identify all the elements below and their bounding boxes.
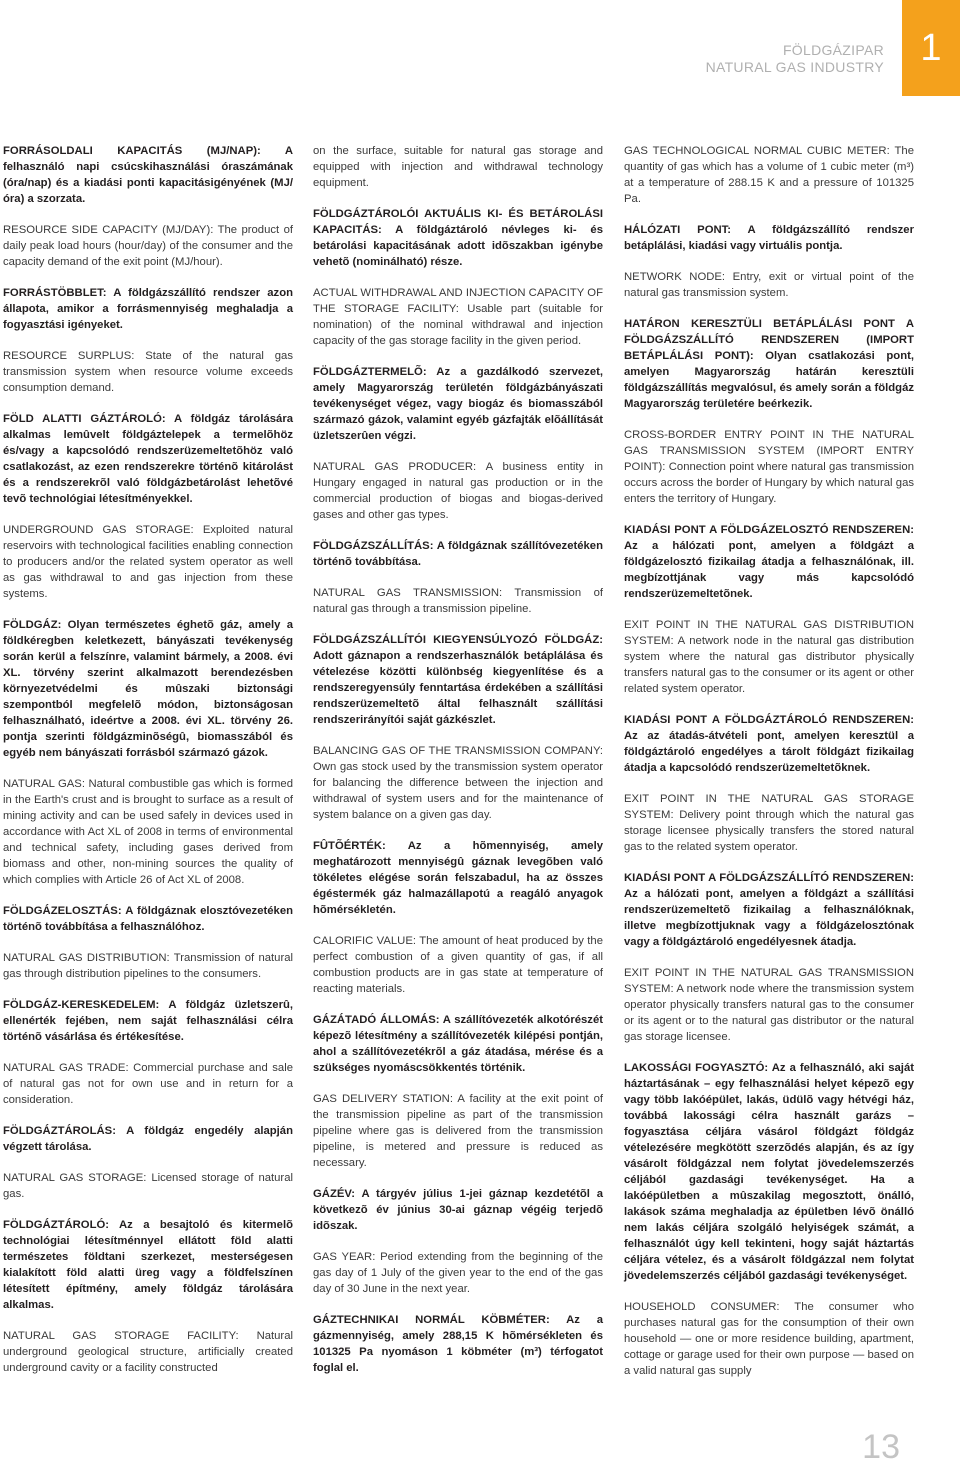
glossary-entry-en: NATURAL GAS STORAGE FACILITY: Natural underground geological structure, artificially created underground cavity or a facility constructed bbox=[3, 1330, 293, 1374]
glossary-entry-hu: FORRÁSTÖBBLET: A földgázszállító rendszer azon állapota, amikor a forrásmennyiség meghaladja a fogyasztási igényeket. bbox=[3, 287, 293, 331]
glossary-entry-hu: GÁZTECHNIKAI NORMÁL KÖBMÉTER: Az a gázmennyiség, amely 288,15 K hõmérsékleten és 101325 Pa nyomáson 1 köbméter (m³) térfogatot foglal el. bbox=[313, 1314, 603, 1374]
glossary-entry-hu: FÖLDGÁZELOSZTÁS: A földgáznak elosztóvezetéken történõ továbbítása a felhasználóhoz. bbox=[3, 905, 293, 933]
glossary-entry-en: ACTUAL WITHDRAWAL AND INJECTION CAPACITY OF THE STORAGE FACILITY: Usable part (suitable for nomination) of the nominal withdrawal and injection capacity of the gas storage facility in the given period. bbox=[313, 287, 603, 347]
glossary-entry-en: CROSS-BORDER ENTRY POINT IN THE NATURAL GAS TRANSMISSION SYSTEM (IMPORT ENTRY POINT): Connection point where natural gas transmission occurs across the border of Hungary by which natural gas enters the territory of Hungary. bbox=[624, 429, 914, 505]
text-column-3 bbox=[624, 143, 914, 1394]
glossary-entry-en: CALORIFIC VALUE: The amount of heat produced by the perfect combustion of a given quantity of gas, if all combustion products are in gas state at temperature of reacting materials. bbox=[313, 935, 603, 995]
glossary-entry-en: HOUSEHOLD CONSUMER: The consumer who purchases natural gas for the consumption of their own household — one or more residence building, apartment, cottage or garage used for their own purpose — based on a valid natural gas supply bbox=[624, 1301, 914, 1377]
glossary-entry-hu: FÖLDGÁZ-KERESKEDELEM: A földgáz üzletszerû, ellenérték fejében, nem saját felhasználási célra történõ vásárlása és értékesítése. bbox=[3, 999, 293, 1043]
page-header bbox=[706, 42, 884, 76]
glossary-entry-en: NETWORK NODE: Entry, exit or virtual point of the natural gas transmission system. bbox=[624, 271, 914, 299]
chapter-tab: 1 bbox=[902, 0, 960, 96]
glossary-entry-hu: FÖLDGÁZ: Olyan természetes éghetõ gáz, amely a földkéregben keletkezett, bányászati tevékenység során kerül a felszínre, valamint bármely, a 2008. évi XL. törvény szerint alkalmazott berendezésben környezetvédelmi és mûszaki biztonsági szempontból megfelelõ módon, biztonságosan felhasználható, ideértve a 2008. évi XL. törvény 26. pontja szerinti földgázminõségû, biomasszából és egyéb nem bányászati forrásból származó gázok. bbox=[3, 619, 293, 759]
glossary-entry-hu: FÖLDGÁZSZÁLLÍTÓI KIEGYENSÚLYOZÓ FÖLDGÁZ: Adott gáznapon a rendszerhasználók betáplálása és vételezése közötti különbség kiegyenlítése és a rendszeregyensúly fenntartása érdekében a szállítási rendszerüzemeltetõ által felhasznált szállítási rendszerirányítói saját gázkészlet. bbox=[313, 634, 603, 726]
glossary-entry-en: NATURAL GAS TRADE: Commercial purchase and sale of natural gas not for own use and in return for a consideration. bbox=[3, 1062, 293, 1106]
glossary-entry-hu: HATÁRON KERESZTÜLI BETÁPLÁLÁSI PONT A FÖLDGÁZSZÁLLÍTÓ RENDSZEREN (IMPORT BETÁPLÁLÁSI PONT): Olyan csatlakozási pont, amelyen Magyarország határán keresztüli földgázszállítás megvalósul, és amely során a földgáz Magyarország területére beérkezik. bbox=[624, 318, 914, 410]
glossary-entry-en: RESOURCE SIDE CAPACITY (MJ/DAY): The product of daily peak load hours (hour/day) of the consumer and the capacity demand of the exit point (MJ/hour). bbox=[3, 224, 293, 268]
section-title-en: NATURAL GAS INDUSTRY bbox=[705, 59, 884, 75]
page-number: 13 bbox=[862, 1428, 900, 1466]
glossary-entry-hu: FÖLDGÁZTERMELÕ: Az a gazdálkodó szervezet, amely Magyarország területén földgázbányászati tevékenységet végez, vagy biogáz és biomasszából származó gázok, valamint egyéb gázfajták elõállítását üzletszerûen végzi. bbox=[313, 366, 603, 442]
glossary-entry-en: GAS DELIVERY STATION: A facility at the exit point of the transmission pipeline as part of the transmission pipeline where gas is delivered from the transmission pipeline, is metered and pressure is reduced as necessary. bbox=[313, 1093, 603, 1169]
glossary-entry-en: RESOURCE SURPLUS: State of the natural gas transmission system when resource volume exceeds consumption demand. bbox=[3, 350, 293, 394]
glossary-entry-en: GAS TECHNOLOGICAL NORMAL CUBIC METER: The quantity of gas which has a volume of 1 cubic meter (m³) at a temperature of 288.15 K and a pressure of 101325 Pa. bbox=[624, 145, 914, 205]
glossary-entry-en: NATURAL GAS TRANSMISSION: Transmission of natural gas through a transmission pipeline. bbox=[313, 587, 603, 615]
glossary-entry-hu: FÛTÕÉRTÉK: Az a hõmennyiség, amely meghatározott mennyiségû gáznak levegõben való tökéletes elégése során felszabadul, ha az összes égéstermék gáz halmazállapotú a reagáló anyagok hõmérsékletén. bbox=[313, 840, 603, 916]
glossary-entry-hu: LAKOSSÁGI FOGYASZTÓ: Az a felhasználó, aki saját háztartásának – egy felhasználási helyet képezõ egy vagy több lakóépület, lakás, üdülõ vagy hétvégi ház, továbbá lakossági célra használt garázs – fogyasztása céljára vásárol földgázt földgáz vételezésére megkötött szerzõdés alapján, és az így vásárolt földgázzal nem folytat jövedelemszerzés céljából gazdasági tevékenységet. Ha a lakóépületben a mûszakilag megosztott, önálló, lakások száma meghaladja az épületben lévõ önálló nem lakás céljára szolgáló helyiségek számát, a felhasználót úgy kell tekinteni, hogy saját háztartás céljára vételez, és a vásárolt földgázzal nem folytat jövedelemszerzés céljából gazdasági tevékenységet. bbox=[624, 1062, 914, 1282]
glossary-entry-hu: GÁZÁTADÓ ÁLLOMÁS: A szállítóvezeték alkotórészét képezõ létesítmény a szállítóvezeték kilépési pontján, ahol a szállítóvezetékrõl a gáz átadása, mérése és a szükséges nyomáscsökkentés történik. bbox=[313, 1014, 603, 1074]
glossary-entry-hu: FÖLDGÁZTÁROLÁS: A földgáz engedély alapján végzett tárolása. bbox=[3, 1125, 293, 1153]
glossary-entry-en: NATURAL GAS: Natural combustible gas which is formed in the Earth's crust and is brought to surface as a result of mining activity and can be used safely in devices used in accordance with Act XL of 2008 in terms of environmental and technical safety, including gases derived from biomass and other, non-mining sources the quality of which complies with Article 26 of Act XL of 2008. bbox=[3, 778, 293, 886]
glossary-entry-en: NATURAL GAS STORAGE: Licensed storage of natural gas. bbox=[3, 1172, 293, 1200]
glossary-entry-en: EXIT POINT IN THE NATURAL GAS STORAGE SYSTEM: Delivery point through which the natural gas storage licensee physically transfers the stored natural gas to the related system operator. bbox=[624, 793, 914, 853]
text-column-2 bbox=[313, 143, 603, 1391]
glossary-entry-hu: GÁZÉV: A tárgyév július 1-jei gáznap kezdetétõl a következõ év június 30-ai gáznap végéig terjedõ idõszak. bbox=[313, 1188, 603, 1232]
glossary-entry-hu: KIADÁSI PONT A FÖLDGÁZTÁROLÓ RENDSZEREN: Az az átadás-átvételi pont, amelyen keresztül a földgáztároló engedélyes a tárolt földgázt fizikailag átadja a kapcsolódó rendszerüzemeltetõknek. bbox=[624, 714, 914, 774]
glossary-entry-en: on the surface, suitable for natural gas storage and equipped with injection and withdrawal technology equipment. bbox=[313, 145, 603, 189]
glossary-entry-hu: KIADÁSI PONT A FÖLDGÁZSZÁLLÍTÓ RENDSZEREN: Az a hálózati pont, amelyen a földgázt a szállítási rendszerüzemeltetõ fizikailag a felhasználóknak, illetve megbízottjuknak vagy a földgázelosztónak vagy a földgáztároló engedélyesnek átadja. bbox=[624, 872, 914, 948]
section-title-hu: FÖLDGÁZIPAR bbox=[782, 42, 884, 58]
glossary-entry-hu: FÖLDGÁZTÁROLÓ: Az a besajtoló és kitermelõ technológiai létesítménnyel ellátott föld alatti természetes földtani szerkezet, mesterségesen kialakított föld alatti üreg vagy a földfelszínen létesített építmény, amely földgáz tárolására alkalmas. bbox=[3, 1219, 293, 1311]
glossary-entry-hu: FORRÁSOLDALI KAPACITÁS (MJ/NAP): A felhasználó napi csúcskihasználási óraszámának (óra/nap) és a kiadási ponti kapacitásigényének (MJ/óra) a szorzata. bbox=[3, 145, 293, 205]
glossary-entry-en: GAS YEAR: Period extending from the beginning of the gas day of 1 July of the given year to the end of the gas day of 30 June in the next year. bbox=[313, 1251, 603, 1295]
text-column-1 bbox=[3, 143, 293, 1391]
glossary-entry-hu: KIADÁSI PONT A FÖLDGÁZELOSZTÓ RENDSZEREN: Az a hálózati pont, amelyen a földgázt a földgázelosztó fizikailag átadja a felhasználónak, ill. megbízottjának vagy más kapcsolódó rendszerüzemeltetõnek. bbox=[624, 524, 914, 600]
glossary-entry-en: EXIT POINT IN THE NATURAL GAS DISTRIBUTION SYSTEM: A network node in the natural gas distribution system where the natural gas distributor physically transfers natural gas to the consumer or its agent or other related system operator. bbox=[624, 619, 914, 695]
glossary-entry-en: NATURAL GAS DISTRIBUTION: Transmission of natural gas through distribution pipelines to the consumers. bbox=[3, 952, 293, 980]
glossary-entry-hu: HÁLÓZATI PONT: A földgázszállító rendszer betáplálási, kiadási vagy virtuális pontja. bbox=[624, 224, 914, 252]
glossary-entry-en: UNDERGROUND GAS STORAGE: Exploited natural reservoirs with technological facilities enabling connection to producers and/or the related system operator as well as gas withdrawal to and gas injection from these systems. bbox=[3, 524, 293, 600]
glossary-entry-en: NATURAL GAS PRODUCER: A business entity in Hungary engaged in natural gas production or in the commercial production of biogas and biogas-derived gases and other gas types. bbox=[313, 461, 603, 521]
glossary-entry-en: EXIT POINT IN THE NATURAL GAS TRANSMISSION SYSTEM: A network node where the transmission system operator physically transfers natural gas to the consumer or its agent or to the natural gas distributor or the natural gas storage licensee. bbox=[624, 967, 914, 1043]
glossary-entry-hu: FÖLDGÁZSZÁLLÍTÁS: A földgáznak szállítóvezetéken történõ továbbítása. bbox=[313, 540, 603, 568]
glossary-entry-hu: FÖLDGÁZTÁROLÓI AKTUÁLIS KI- ÉS BETÁROLÁSI KAPACITÁS: A földgáztároló névleges ki- és betárolási kapacitásának adott idõszakban igénybe vehetõ (nominálható) része. bbox=[313, 208, 603, 268]
glossary-entry-en: BALANCING GAS OF THE TRANSMISSION COMPANY: Own gas stock used by the transmission system operator for balancing the difference between the injection and withdrawal of system users and for the maintenance of system balance on a given gas day. bbox=[313, 745, 603, 821]
glossary-entry-hu: FÖLD ALATTI GÁZTÁROLÓ: A földgáz tárolására alkalmas lemûvelt földgáztelepek a termelõhöz és/vagy a kapcsolódó rendszerüzemeltetõhöz való csatlakozást, az ezen rendszerekre történõ kitárolást és a rendszerekrõl való földgázbetárolást lehetõvé tevõ technológiai létesítményekkel. bbox=[3, 413, 293, 505]
